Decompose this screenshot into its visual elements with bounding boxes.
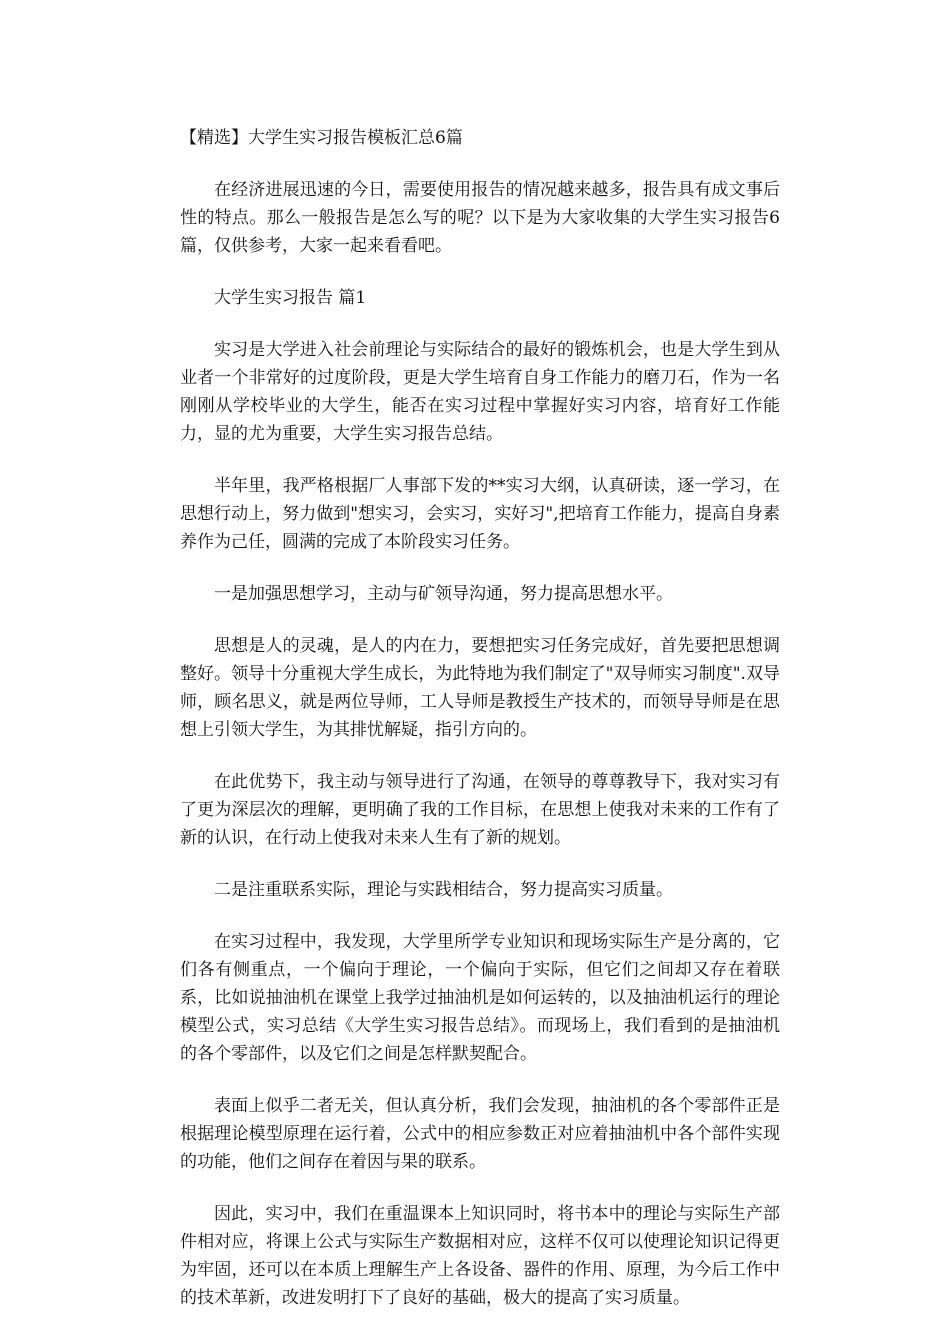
paragraph: 表面上似乎二者无关，但认真分析，我们会发现，抽油机的各个零部件正是根据理论模型原理在运行着，公式中的相应参数正对应着抽油机中各个部件实现的功能，他们之间存在着因与果的联系。	[180, 1096, 780, 1172]
subheading-2: 二是注重联系实际，理论与实践相结合，努力提高实习质量。	[214, 880, 673, 900]
paragraph: 在此优势下，我主动与领导进行了沟通，在领导的尊尊教导下，我对实习有了更为深层次的理解，更明确了我的工作目标，在思想上使我对未来的工作有了新的认识，在行动上使我对未来人生有了新的规划。	[180, 772, 780, 848]
document-title: 【精选】大学生实习报告模板汇总6篇	[180, 128, 463, 148]
paragraph: 在实习过程中，我发现，大学里所学专业知识和现场实际生产是分离的，它们各有侧重点，一个偏向于理论，一个偏向于实际，但它们之间却又存在着联系，比如说抽油机在课堂上我学过抽油机是如何运转的，以及抽油机运行的理论模型公式，实习总结《大学生实习报告总结》。而现场上，我们看到的是抽油机的各个零部件，以及它们之间是怎样默契配合。	[180, 932, 780, 1064]
subheading-1: 一是加强思想学习，主动与矿领导沟通，努力提高思想水平。	[214, 584, 673, 604]
paragraph: 思想是人的灵魂，是人的内在力，要想把实习任务完成好，首先要把思想调整好。领导十分重视大学生成长，为此特地为我们制定了"双导师实习制度".双导师，顾名思义，就是两位导师，工人导师是教授生产技术的，而领导导师是在思想上引领大学生，为其排忧解疑，指引方向的。	[180, 636, 780, 740]
paragraph: 因此，实习中，我们在重温课本上知识同时，将书本中的理论与实际生产部件相对应，将课上公式与实际生产数据相对应，这样不仅可以使理论知识记得更为牢固，还可以在本质上理解生产上各设备、器件的作用、原理，为今后工作中的技术革新，改进发明打下了良好的基础，极大的提高了实习质量。	[180, 1204, 780, 1308]
document-body	[180, 124, 780, 1336]
paragraph: 半年里，我严格根据厂人事部下发的**实习大纲，认真研读，逐一学习，在思想行动上，努力做到"想实习，会实习，实好习",把培育工作能力，提高自身素养作为己任，圆满的完成了本阶段实习任务。	[180, 476, 780, 552]
section-heading-1: 大学生实习报告 篇1	[214, 288, 367, 308]
intro-paragraph: 在经济进展迅速的今日，需要使用报告的情况越来越多，报告具有成文事后性的特点。那么一般报告是怎么写的呢？以下是为大家收集的大学生实习报告6篇，仅供参考，大家一起来看看吧。	[180, 180, 780, 256]
paragraph: 实习是大学进入社会前理论与实际结合的最好的锻炼机会，也是大学生到从业者一个非常好的过度阶段，更是大学生培育自身工作能力的磨刀石，作为一名刚刚从学校毕业的大学生，能否在实习过程中掌握好实习内容，培育好工作能力，显的尤为重要，大学生实习报告总结。	[180, 340, 780, 444]
